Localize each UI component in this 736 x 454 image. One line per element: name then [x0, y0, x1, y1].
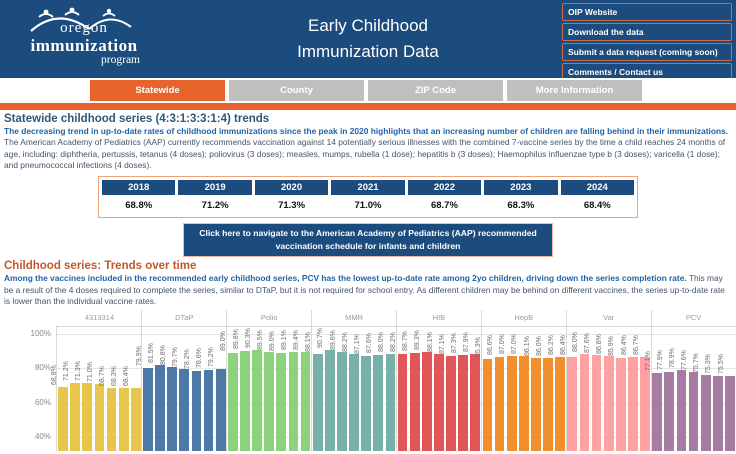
bar-value-label: 85.9% — [608, 336, 616, 356]
bar-value-label: 88.2% — [341, 332, 349, 352]
page-title-line1: Early Childhood — [307, 16, 428, 35]
bar-Polio-2021[interactable] — [264, 352, 274, 451]
bar-value-label: 87.6% — [365, 333, 373, 353]
bar-MMR-2020[interactable] — [337, 352, 347, 451]
bar-value-label: 86.6% — [487, 334, 495, 355]
bar-Polio-2024[interactable] — [301, 352, 311, 451]
bar-Var-2018[interactable] — [567, 357, 577, 451]
bar-value-label: 86.7% — [632, 334, 640, 355]
year-value: 71.0% — [354, 199, 382, 211]
bar-Polio-2023[interactable] — [289, 352, 299, 450]
bar-Var-2023[interactable] — [628, 357, 638, 451]
section1-heading: Statewide childhood series (4:3:1:3:3:1:4) trends — [4, 113, 270, 125]
data-request-button[interactable]: Submit a data request (coming soon) — [562, 43, 732, 61]
download-data-button[interactable]: Download the data — [562, 23, 732, 41]
bar-value-label: 77.1% — [644, 351, 652, 372]
year-value: 68.3% — [507, 199, 535, 211]
series-label: DTaP — [175, 312, 194, 322]
bar-DTaP-2023[interactable] — [204, 370, 214, 450]
year-header: 2022 — [408, 180, 481, 195]
section1-lead: The decreasing trend in up-to-date rates of childhood immunizations since the peak in 2020 highlights that an increasing number of children are falling behind in their immunizations. — [4, 126, 729, 136]
bar-value-label: 86.0% — [535, 335, 543, 356]
bar-value-label: 78.6% — [196, 348, 204, 369]
bar-value-label: 79.9% — [135, 346, 143, 367]
bar-value-label: 87.1% — [438, 333, 446, 354]
year-header: 2021 — [331, 180, 404, 195]
year-value: 71.3% — [278, 199, 306, 211]
bar-MMR-2022[interactable] — [361, 356, 371, 451]
bar-MMR-2023[interactable] — [373, 355, 383, 451]
bar-HepB-2020[interactable] — [507, 356, 517, 451]
vaccine-trends-bar-chart — [0, 310, 736, 451]
year-header: 2023 — [484, 180, 557, 195]
bar-DTaP-2019[interactable] — [155, 365, 165, 450]
bar-value-label: 87.9% — [462, 332, 470, 353]
year-header: 2019 — [178, 180, 251, 195]
bar-Var-2021[interactable] — [604, 356, 614, 450]
bar-HepB-2018[interactable] — [483, 359, 493, 451]
bar-value-label: 81.5% — [147, 343, 155, 364]
bar-Polio-2022[interactable] — [276, 353, 286, 451]
bar-value-label: 86.2% — [547, 335, 555, 356]
bar-HIB-2018[interactable] — [398, 354, 408, 451]
yearly-rate-table — [98, 176, 638, 218]
bar-value-label: 77.6% — [681, 350, 689, 371]
bar-Var-2022[interactable] — [616, 358, 626, 451]
comments-contact-button[interactable]: Comments / Contact us — [562, 63, 732, 81]
bar-value-label: 87.3% — [450, 333, 458, 354]
year-value: 68.8% — [125, 199, 153, 211]
oip-website-button[interactable]: OIP Website — [562, 3, 732, 21]
y-axis-tick-label: 60% — [34, 397, 51, 407]
bar-HepB-2024[interactable] — [555, 357, 565, 450]
tabs — [90, 80, 642, 101]
bar-value-label: 71.3% — [74, 361, 82, 382]
bar-value-label: 75.7% — [693, 353, 701, 374]
year-value: 68.7% — [430, 199, 458, 211]
bar-4313314-2023[interactable] — [119, 388, 129, 450]
year-value: 68.4% — [583, 199, 611, 211]
section2-body: This may be a result of the 4 doses required to complete the series, similar to DTaP, but it is not required for school entry. As different children may be behind on different vaccines, the series up-to-date rate is lower than the individual vaccine rates. — [4, 273, 725, 307]
bar-DTaP-2024[interactable] — [216, 369, 226, 450]
bar-HIB-2021[interactable] — [434, 354, 444, 450]
bar-MMR-2019[interactable] — [325, 350, 335, 451]
bar-value-label: 89.0% — [268, 330, 276, 351]
bar-value-label: 89.4% — [293, 330, 301, 350]
bar-value-label: 88.1% — [426, 332, 434, 353]
tab-statewide[interactable]: Statewide — [90, 80, 225, 101]
bar-value-label: 71.0% — [87, 361, 95, 382]
header — [0, 0, 736, 78]
series-label: Var — [603, 312, 615, 322]
bar-HIB-2019[interactable] — [410, 353, 420, 451]
bar-4313314-2018[interactable] — [58, 387, 68, 450]
bar-value-label: 85.3% — [475, 337, 483, 357]
bar-HepB-2023[interactable] — [543, 358, 553, 451]
series-label: MMR — [345, 312, 364, 322]
tab-bar — [0, 78, 736, 103]
series-label: Polio — [260, 312, 278, 322]
bar-value-label: 87.6% — [584, 333, 592, 353]
bar-value-label: 71.2% — [62, 361, 70, 382]
bar-value-label: 87.0% — [499, 334, 507, 354]
trends-section — [0, 260, 736, 307]
logo-text-oregon: oregon — [60, 20, 108, 36]
bar-value-label: 86.4% — [559, 335, 567, 356]
year-value: 71.2% — [201, 199, 229, 211]
bar-PCV-2022[interactable] — [701, 375, 711, 450]
bar-HepB-2019[interactable] — [495, 357, 505, 451]
year-header: 2020 — [255, 180, 328, 195]
year-header: 2024 — [561, 180, 634, 195]
bar-value-label: 89.5% — [256, 329, 264, 350]
bar-4313314-2021[interactable] — [95, 384, 105, 451]
year-header: 2018 — [102, 180, 175, 195]
bar-HepB-2022[interactable] — [531, 358, 541, 451]
bar-DTaP-2022[interactable] — [192, 371, 202, 450]
bar-value-label: 88.7% — [402, 331, 410, 352]
bar-4313314-2019[interactable] — [70, 383, 80, 450]
bar-value-label: 88.0% — [572, 332, 580, 353]
bar-value-label: 86.1% — [523, 335, 531, 356]
section1-paragraph — [4, 126, 732, 172]
bar-value-label: 89.8% — [232, 329, 240, 350]
section2-lead: Among the vaccines included in the recommended early childhood series, PCV has the lowest up-to-date rate among 2yo children, driving down the series completion rate. — [4, 273, 687, 284]
logo-text-program: program — [101, 54, 140, 66]
bar-value-label: 90.3% — [244, 328, 252, 349]
bar-DTaP-2018[interactable] — [143, 368, 153, 450]
aap-schedule-link-button[interactable]: Click here to navigate to the American Academy of Pediatrics (AAP) recommended vaccination schedule for infants and children — [183, 223, 553, 258]
bar-HIB-2022[interactable] — [446, 356, 456, 451]
accent-divider — [0, 103, 736, 110]
bar-value-label: 86.8% — [596, 334, 604, 355]
tab-zip-code[interactable]: ZIP Code — [368, 80, 503, 101]
bar-Var-2020[interactable] — [592, 355, 602, 451]
bar-value-label: 90.7% — [317, 327, 325, 348]
bar-value-label: 87.0% — [511, 334, 519, 354]
bar-value-label: 79.7% — [171, 346, 179, 367]
bar-4313314-2022[interactable] — [107, 388, 117, 451]
bar-value-label: 75.5% — [717, 353, 725, 374]
bar-value-label: 88.2% — [390, 332, 398, 352]
bar-value-label: 86.4% — [620, 335, 628, 356]
bar-DTaP-2021[interactable] — [179, 369, 189, 451]
section2-heading: Childhood series: Trends over time — [4, 260, 197, 273]
series-label: 4313314 — [84, 312, 115, 322]
bar-value-label: 77.9% — [656, 349, 664, 370]
tab-more-information[interactable]: More Information — [507, 80, 642, 101]
section2-paragraph — [4, 273, 732, 307]
bar-HIB-2024[interactable] — [470, 354, 480, 450]
bar-value-label: 68.8% — [50, 365, 58, 386]
bar-HIB-2020[interactable] — [422, 352, 432, 451]
bar-MMR-2018[interactable] — [313, 354, 323, 450]
bar-value-label: 68.3% — [111, 366, 119, 387]
bar-value-label: 88.0% — [378, 332, 386, 353]
bar-value-label: 79.2% — [208, 347, 216, 368]
year-header-row — [102, 180, 634, 195]
bar-value-label: 78.2% — [184, 349, 192, 370]
bar-Var-2019[interactable] — [580, 354, 590, 450]
bar-4313314-2020[interactable] — [82, 383, 92, 450]
y-axis-tick-label: 80% — [34, 363, 51, 373]
bar-value-label: 89.1% — [281, 330, 289, 351]
bar-value-label: 75.3% — [705, 354, 713, 375]
y-axis-tick-label: 40% — [34, 432, 51, 442]
bar-value-label: 89.6% — [329, 329, 337, 350]
bar-value-label: 87.1% — [353, 333, 361, 354]
bar-PCV-2024[interactable] — [725, 376, 735, 451]
series-label: HIB — [432, 312, 446, 322]
bar-PCV-2018[interactable] — [652, 373, 662, 450]
bar-Polio-2020[interactable] — [252, 350, 262, 450]
bar-Polio-2018[interactable] — [228, 353, 238, 451]
year-value-row — [102, 195, 634, 214]
bar-HIB-2023[interactable] — [458, 355, 468, 450]
bar-DTaP-2020[interactable] — [167, 367, 177, 451]
bar-PCV-2019[interactable] — [664, 372, 674, 451]
logo-text-immunization: immunization — [30, 36, 138, 55]
y-axis-tick-label: 100% — [30, 328, 51, 338]
statewide-series-section — [0, 113, 736, 257]
bar-MMR-2021[interactable] — [349, 354, 359, 451]
series-label: PCV — [685, 312, 702, 322]
bar-value-label: 88.1% — [305, 332, 313, 353]
bar-PCV-2020[interactable] — [677, 370, 687, 451]
bar-Polio-2019[interactable] — [240, 351, 250, 450]
bar-value-label: 89.3% — [414, 330, 422, 351]
bar-MMR-2024[interactable] — [386, 354, 396, 450]
section1-body: The American Academy of Pediatrics (AAP) currently recommends vaccination against 14 potentially serious illnesses with the combined 7-vaccine series by the time a child reaches 24 months of age, including: diphtheria, pertussis, tetanus (4 doses); poliovirus (3 doses); measles, mumps, rubella (1 dose); hepatitis b (3 doses); Haemophilus influenzae type b (3 doses); varicella (1 dose); and pneumococcal infections (4 doses). — [4, 137, 726, 171]
bar-value-label: 68.7% — [99, 365, 107, 386]
page-title-line2: Immunization Data — [297, 42, 439, 62]
header-link-list — [562, 3, 732, 81]
tab-county[interactable]: County — [229, 80, 364, 101]
bar-value-label: 78.9% — [669, 348, 677, 368]
bar-value-label: 80.8% — [159, 344, 167, 365]
bar-PCV-2023[interactable] — [713, 376, 723, 450]
bar-value-label: 89.0% — [220, 330, 228, 351]
bar-PCV-2021[interactable] — [689, 372, 699, 450]
y-axis-line — [56, 326, 57, 451]
bar-HepB-2021[interactable] — [519, 356, 529, 451]
bar-4313314-2024[interactable] — [131, 388, 141, 450]
series-label: HepB — [514, 312, 534, 322]
bar-value-label: 68.4% — [123, 366, 131, 387]
